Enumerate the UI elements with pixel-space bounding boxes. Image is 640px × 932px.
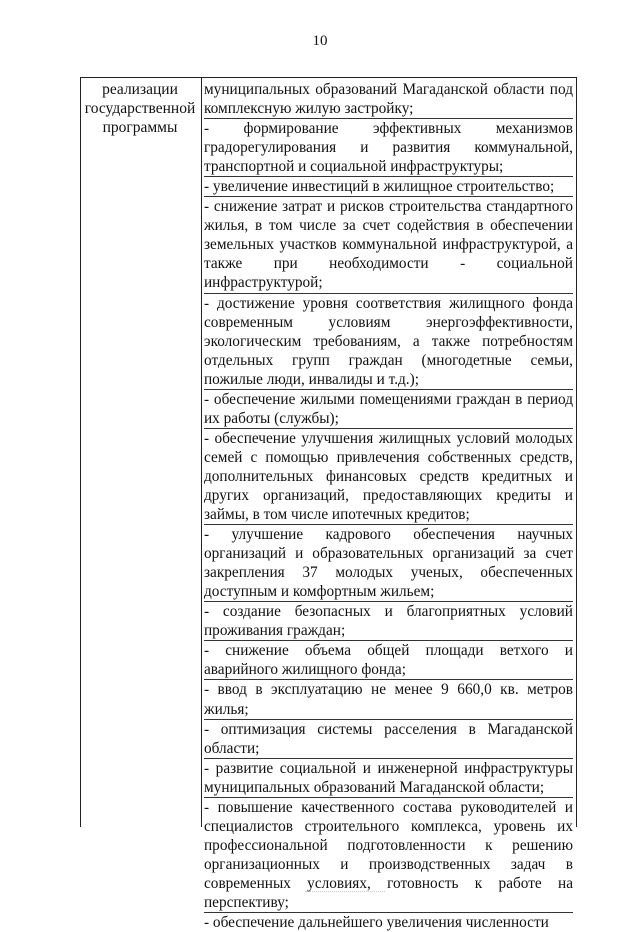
goal-item: - увеличение инвестиций в жилищное строительство; [204, 176, 573, 196]
goal-item: - оптимизация системы расселения в Магаданской области; [204, 720, 573, 757]
goal-item: - достижение уровня соответствия жилищного фонда современным условиям энергоэффективности, экологическим требованиям, а также потребностям отдельных групп граждан (многодетные семьи, пожилые люди, инвалиды и т.д.); [204, 294, 573, 388]
goal-item: - обеспечение улучшения жилищных условий молодых семей с помощью привлечения собственных средств, дополнительных финансовых средств кредитных и других организаций, предоставляющих кредиты и займы, в том числе ипотечных кредитов; [204, 429, 573, 524]
goal-item: - повышение качественного состава руководителей и специалистов строительного комплекса, уровень их профессиональной подготовленности к решению организационных и производственных задач в современных условиях, готовность к работе на перспективу; [204, 798, 573, 911]
goal-item: - снижение объема общей площади ветхого и аварийного жилищного фонда; [204, 642, 573, 679]
goals-list-cell [204, 78, 573, 932]
goal-item: муниципальных образований Магаданской области под комплексную жилую застройку; [204, 81, 573, 118]
program-table [80, 77, 577, 932]
row-label-cell [81, 78, 199, 137]
row-label-line: государственной [84, 100, 196, 117]
row-label-line: реализации [102, 81, 178, 98]
goal-item: - обеспечение дальнейшего увеличения численности [204, 912, 573, 932]
goal-item: - ввод в эксплуатацию не менее 9 660,0 кв. метров жилья; [204, 681, 573, 718]
scan-artifact [305, 891, 385, 900]
page-number: 10 [312, 33, 328, 49]
goal-item: - развитие социальной и инженерной инфраструктуры муниципальных образований Магаданской области; [204, 759, 573, 796]
goal-item: - улучшение кадрового обеспечения научных организаций и образовательных организаций за счет закрепления 37 молодых ученых, обеспеченных доступным и комфортным жильем; [204, 526, 573, 601]
row-label-line: программы [102, 119, 178, 136]
column-divider [201, 78, 202, 827]
goal-item: - формирование эффективных механизмов градорегулирования и развития коммунальной, транспортной и социальной инфраструктуры; [204, 120, 573, 176]
goal-item: - обеспечение жилыми помещениями граждан в период их работы (службы); [204, 390, 573, 427]
goal-item: - создание безопасных и благоприятных условий проживания граждан; [204, 603, 573, 640]
goal-item: - снижение затрат и рисков строительства стандартного жилья, в том числе за счет содействия в обеспечении земельных участков коммунальной инфраструктурой, а также при необходимости - социальной инфраструктурой; [204, 198, 573, 292]
